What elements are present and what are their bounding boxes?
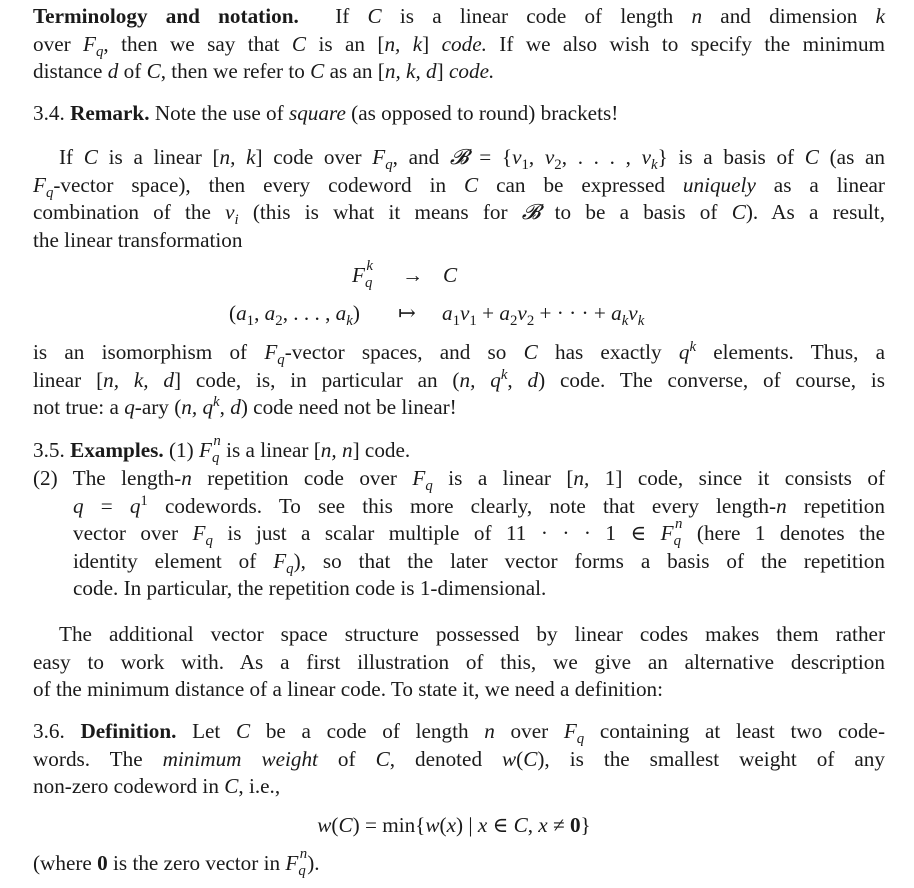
- iso-line-2: linear [n, k, d] code, is, in particular an (n, $q^k$, d) code. The converse, of course, is: [33, 366, 886, 392]
- example-2-line-4: identity element of $F_q$), so that the later vector forms a basis of the repetition: [73, 548, 885, 577]
- basis-line-1: If C is a linear [n, k] code over $F_q$, and 𝓑 = {$v_1$, $v_2$, . . . , $v_k$} is a basis of C (as an: [59, 145, 886, 174]
- zero-vector-note: [33, 845, 885, 880]
- basis-line-2: $F_q$-vector space), then every codeword in C can be expressed uniquely as a linear: [33, 172, 885, 201]
- remark-line: 3.4. Remark. Note the use of square (as opposed to round) brackets!: [33, 101, 619, 125]
- iso-line-3: not true: a q-ary (n, $q^k$, d) code need not be linear!: [33, 393, 457, 419]
- terminology-heading: Terminology and notation.: [33, 4, 299, 28]
- remark-heading: Remark.: [70, 101, 150, 125]
- examples-paragraph: [33, 432, 885, 467]
- iso-line-1: is an isomorphism of $F_q$-vector spaces, and so C has exactly $q^k$ elements. Thus, a: [33, 338, 885, 369]
- examples-heading: Examples.: [70, 438, 164, 462]
- map-domain: $F_q^k$: [352, 257, 373, 292]
- terminology-line-1: Terminology and notation. If C is a linear code of length n and dimension k: [33, 4, 885, 28]
- terminology-line-3: distance d of C, then we refer to C as an [n, k, d] code.: [33, 59, 495, 83]
- additional-paragraph: [33, 621, 885, 704]
- definition-line-1: 3.6. Definition. Let C be a code of length n over $F_q$ containing at least two code-: [33, 719, 886, 748]
- definition-line-2: words. The minimum weight of C, denoted w(C), is the smallest weight of any: [33, 746, 885, 771]
- definition-number: 3.6.: [33, 719, 65, 743]
- examples-number: 3.5.: [33, 438, 65, 462]
- basis-line-3: combination of the $v_i$ (this is what it means for 𝓑 to be a basis of C). As a result,: [33, 200, 885, 229]
- maps-to-arrow: ↦: [398, 301, 416, 325]
- basis-line-4: the linear transformation: [33, 227, 243, 252]
- basis-paragraph: [33, 144, 885, 254]
- example-2-line-2: $q = q^1$ codewords. To see this more clearly, note that every length-n repetition: [73, 492, 885, 518]
- remark-paragraph: [33, 100, 885, 128]
- example-2-line-1: (2) The length-n repetition code over $F_q$ is a linear [n, 1] code, since it consists of: [33, 466, 886, 495]
- remark-number: 3.4.: [33, 101, 65, 125]
- map-arrow: →: [402, 263, 424, 287]
- map-image: $a_1v_1 + a_2v_2$ + · · · + $a_kv_k$: [442, 301, 645, 330]
- example-2: [33, 465, 885, 603]
- definition-line-3: non-zero codeword in C, i.e.,: [33, 774, 281, 798]
- terminology-paragraph: [33, 3, 885, 86]
- additional-line-2: easy to work with. As a first illustration of this, we give an alternative description: [33, 649, 885, 674]
- map-element: ($a_1$, $a_2$, . . . , $a_k$): [229, 301, 360, 330]
- example-2-line-5: code. In particular, the repetition code is 1-dimensional.: [73, 576, 547, 600]
- additional-line-1: The additional vector space structure possessed by linear codes makes them rather: [59, 622, 885, 646]
- terminology-line-2: over $F_q$, then we say that C is an [n, k] code. If we also wish to specify the minimum: [33, 31, 886, 60]
- isomorphism-paragraph: [33, 339, 885, 422]
- min-weight-formula: w(C) = min{w(x) | x ∈ C, x ≠ 0}: [317, 813, 591, 837]
- examples-line-1: 3.5. Examples. (1) $F_q^n$ is a linear [n, n] code.: [33, 432, 411, 467]
- additional-line-3: of the minimum distance of a linear code. To state it, we need a definition:: [33, 677, 664, 701]
- definition-paragraph: [33, 718, 885, 801]
- example-2-line-3: vector over $F_q$ is just a scalar multiple of 11 · · · 1 ∈ $F_q^n$ (here 1 denotes the: [73, 515, 885, 550]
- zero-vector-line: (where 0 is the zero vector in $F_q^n$).: [33, 845, 320, 880]
- map-codomain: C: [443, 263, 458, 287]
- definition-heading: Definition.: [80, 719, 177, 743]
